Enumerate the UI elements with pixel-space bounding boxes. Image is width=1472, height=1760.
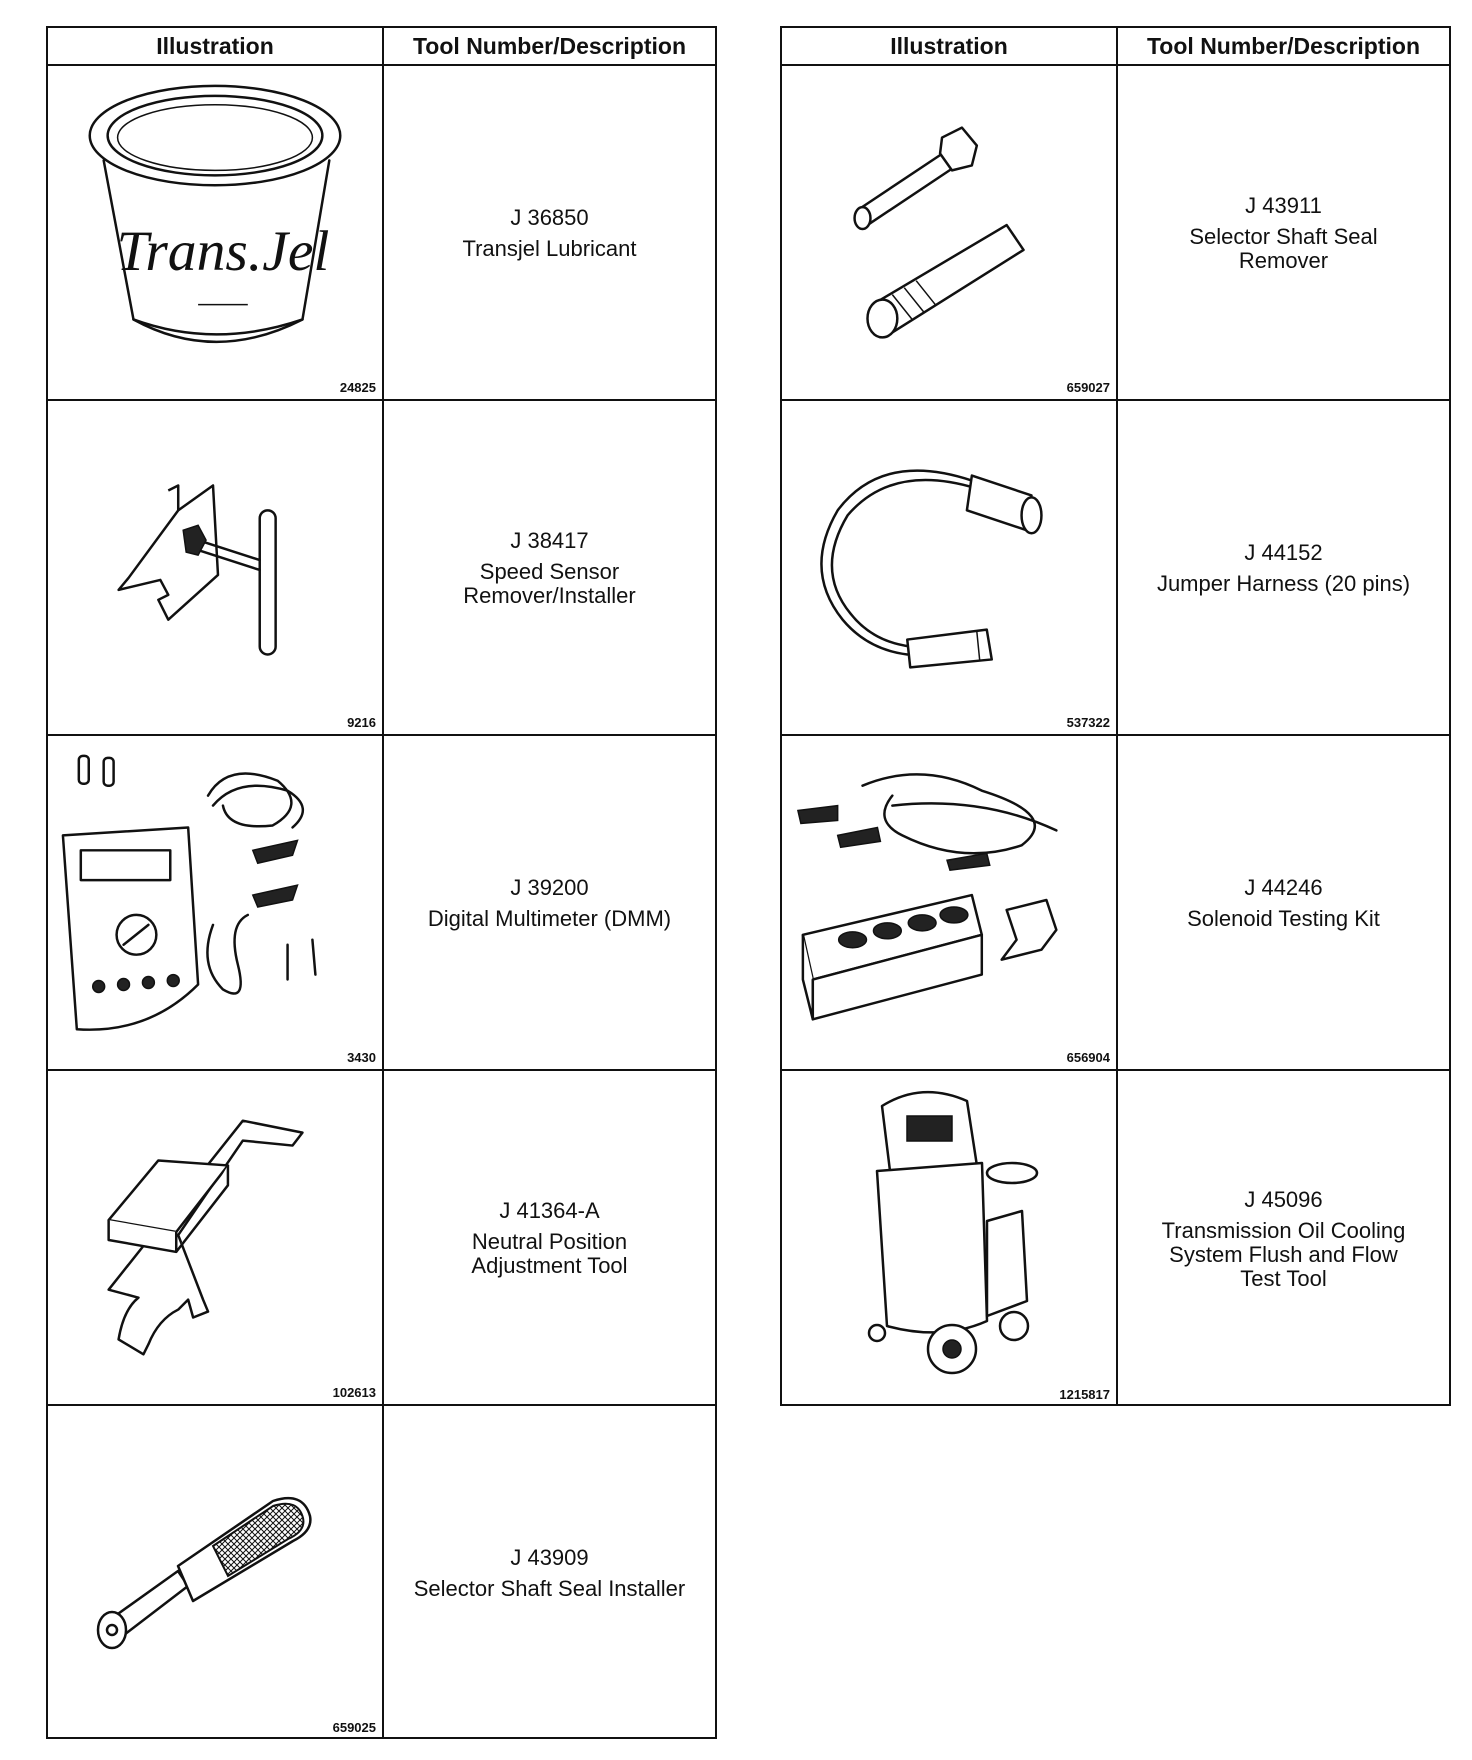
header-tool: Tool Number/Description <box>1146 33 1421 59</box>
description-cell <box>384 401 715 734</box>
tool-number: J 45096 <box>1244 1186 1323 1212</box>
table-row <box>48 1071 715 1406</box>
description-cell <box>1118 66 1449 399</box>
tool-description: Jumper Harness (20 pins) <box>1156 570 1411 596</box>
figure-number: 659025 <box>332 1720 376 1735</box>
seal-remover-icon <box>782 66 1116 399</box>
tool-number: J 39200 <box>510 874 589 900</box>
table-row <box>782 736 1449 1071</box>
tool-description: Selector Shaft Seal Installer <box>413 1575 686 1601</box>
tool-number: J 44246 <box>1244 874 1323 900</box>
table-row <box>48 736 715 1071</box>
description-cell <box>384 736 715 1069</box>
solenoid-kit-icon <box>782 736 1116 1069</box>
illustration-cell <box>782 66 1116 399</box>
illustration-cell <box>48 1406 382 1739</box>
description-cell <box>1118 401 1449 734</box>
figure-number: 9216 <box>347 715 376 730</box>
description-cell <box>1118 1071 1449 1406</box>
illustration-cell <box>782 736 1116 1069</box>
tool-number: J 44152 <box>1244 539 1323 565</box>
header-illustration: Illustration <box>156 33 274 59</box>
illustration-cell <box>48 1071 382 1404</box>
multimeter-icon <box>48 736 382 1069</box>
table-header <box>782 28 1449 66</box>
figure-number: 1215817 <box>1059 1387 1110 1402</box>
jumper-harness-icon <box>782 401 1116 734</box>
figure-number: 3430 <box>347 1050 376 1065</box>
table-header <box>48 28 715 66</box>
description-cell <box>1118 736 1449 1069</box>
description-cell <box>384 1406 715 1739</box>
table-row <box>782 66 1449 401</box>
illustration-cell <box>782 401 1116 734</box>
seal-installer-icon <box>48 1406 382 1739</box>
tool-description: Digital Multimeter (DMM) <box>427 905 672 931</box>
illustration-cell <box>782 1071 1116 1406</box>
tool-description: Speed Sensor Remover/Installer <box>463 558 636 608</box>
figure-number: 537322 <box>1066 715 1110 730</box>
illustration-cell <box>48 736 382 1069</box>
tool-number: J 36850 <box>510 204 589 230</box>
tool-number: J 43909 <box>510 1544 589 1570</box>
header-illustration: Illustration <box>890 33 1008 59</box>
tool-number: J 43911 <box>1245 192 1322 218</box>
figure-number: 656904 <box>1066 1050 1110 1065</box>
tool-description: Solenoid Testing Kit <box>1187 905 1380 931</box>
table-row <box>48 66 715 401</box>
tool-description: Selector Shaft Seal Remover <box>1189 223 1378 273</box>
tool-number: J 41364-A <box>499 1197 600 1223</box>
table-row <box>782 1071 1449 1406</box>
tool-description: Transjel Lubricant <box>462 235 637 261</box>
header-tool: Tool Number/Description <box>412 33 687 59</box>
figure-number: 659027 <box>1066 380 1110 395</box>
illustration-cell <box>48 401 382 734</box>
tool-number: J 38417 <box>510 527 589 553</box>
right-tool-table <box>780 26 1451 1406</box>
description-cell <box>384 66 715 399</box>
illustration-cell <box>48 66 382 399</box>
figure-number: 24825 <box>339 380 376 395</box>
description-cell <box>384 1071 715 1404</box>
lubricant-tub-icon <box>48 66 382 399</box>
tub-label: Trans.Jel <box>116 219 330 283</box>
table-row <box>782 401 1449 736</box>
adjustment-tool-icon <box>48 1071 382 1404</box>
table-row <box>48 401 715 736</box>
table-row <box>48 1406 715 1739</box>
left-tool-table <box>46 26 717 1739</box>
tool-description: Transmission Oil Cooling System Flush and Flow Test Tool <box>1161 1217 1406 1291</box>
tool-description: Neutral Position Adjustment Tool <box>471 1228 628 1278</box>
flush-cart-icon <box>782 1071 1116 1406</box>
speed-sensor-tool-icon <box>48 401 382 734</box>
figure-number: 102613 <box>332 1385 376 1400</box>
